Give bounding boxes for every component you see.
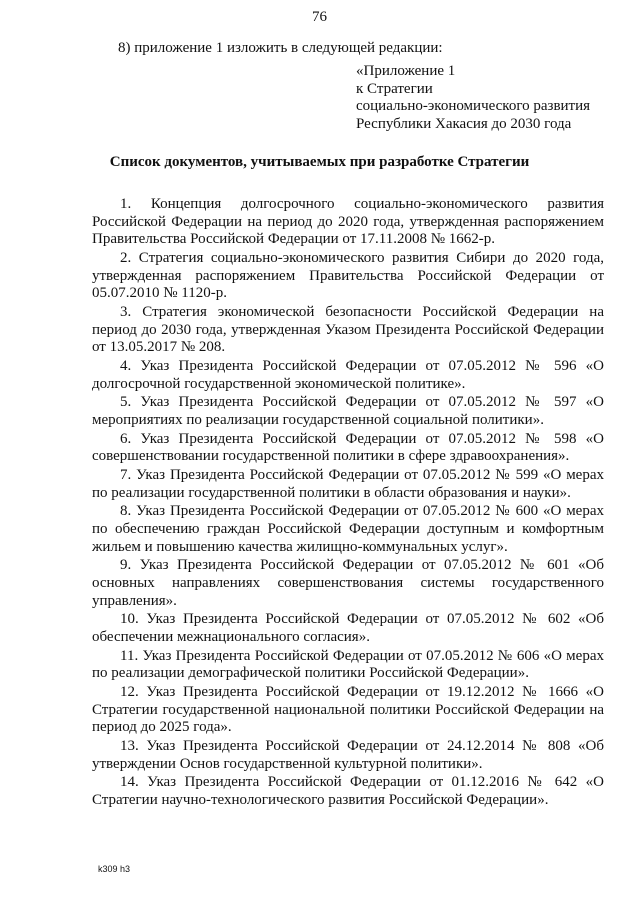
list-item: 8. Указ Президента Российской Федерации от 07.05.2012 № 600 «О мерах по обеспечению граждан Российской Федерации доступным и комфортным жильем и повышению качества жилищно-коммунальных услуг».	[92, 503, 604, 555]
annex-heading	[356, 63, 590, 133]
list-item: 10. Указ Президента Российской Федерации от 07.05.2012 № 602 «Об обеспечении межнационального согласия».	[92, 611, 604, 645]
document-list	[92, 196, 604, 811]
list-item: 11. Указ Президента Российской Федерации от 07.05.2012 № 606 «О мерах по реализации демографической политики Российской Федерации».	[92, 647, 604, 682]
annex-line: к Стратегии	[356, 80, 433, 97]
list-item: 14. Указ Президента Российской Федерации от 01.12.2016 № 642 «О Стратегии научно-технологического развития Российской Федерации».	[92, 774, 604, 809]
annex-line: социально-экономического развития	[356, 98, 591, 114]
list-item: 13. Указ Президента Российской Федерации от 24.12.2014 № 808 «Об утверждении Основ государственной культурной политики».	[92, 738, 604, 772]
page-number: 76	[312, 9, 327, 25]
annex-line: «Приложение 1	[356, 63, 456, 79]
list-item: 9. Указ Президента Российской Федерации от 07.05.2012 № 601 «Об основных направлениях совершенствования системы государственного управления».	[92, 557, 604, 609]
list-item: 4. Указ Президента Российской Федерации от 07.05.2012 № 596 «О долгосрочной государственной экономической политике».	[92, 357, 604, 392]
list-item: 3. Стратегия экономической безопасности Российской Федерации на период до 2030 года, утвержденная Указом Президента Российской Федерации от 13.05.2017 № 208.	[92, 303, 604, 356]
list-item: 6. Указ Президента Российской Федерации от 07.05.2012 № 598 «О совершенствовании государственной политики в сфере здравоохранения».	[92, 430, 604, 465]
footer-code: k309 h3	[98, 864, 131, 874]
intro-line: 8) приложение 1 изложить в следующей редакции:	[118, 40, 443, 56]
list-item: 1. Концепция долгосрочного социально-экономического развития Российской Федерации на период до 2020 года, утвержденная распоряжением Правительства Российской Федерации от 17.11.2008 № 1662-р.	[92, 196, 604, 248]
list-item: 5. Указ Президента Российской Федерации от 07.05.2012 № 597 «О мероприятиях по реализации государственной социальной политики».	[92, 394, 604, 428]
list-item: 2. Стратегия социально-экономического развития Сибири до 2020 года, утвержденная распоряжением Правительства Российской Федерации от 05.07.2010 № 1120-р.	[92, 249, 604, 302]
annex-line: Республики Хакасия до 2030 года	[356, 115, 572, 132]
list-item: 7. Указ Президента Российской Федерации от 07.05.2012 № 599 «О мерах по реализации государственной политики в области образования и науки».	[92, 467, 604, 501]
list-title: Список документов, учитываемых при разработке Стратегии	[109, 154, 530, 170]
list-item: 12. Указ Президента Российской Федерации от 19.12.2012 № 1666 «О Стратегии государственной национальной политики Российской Федерации на период до 2025 года».	[92, 684, 604, 736]
